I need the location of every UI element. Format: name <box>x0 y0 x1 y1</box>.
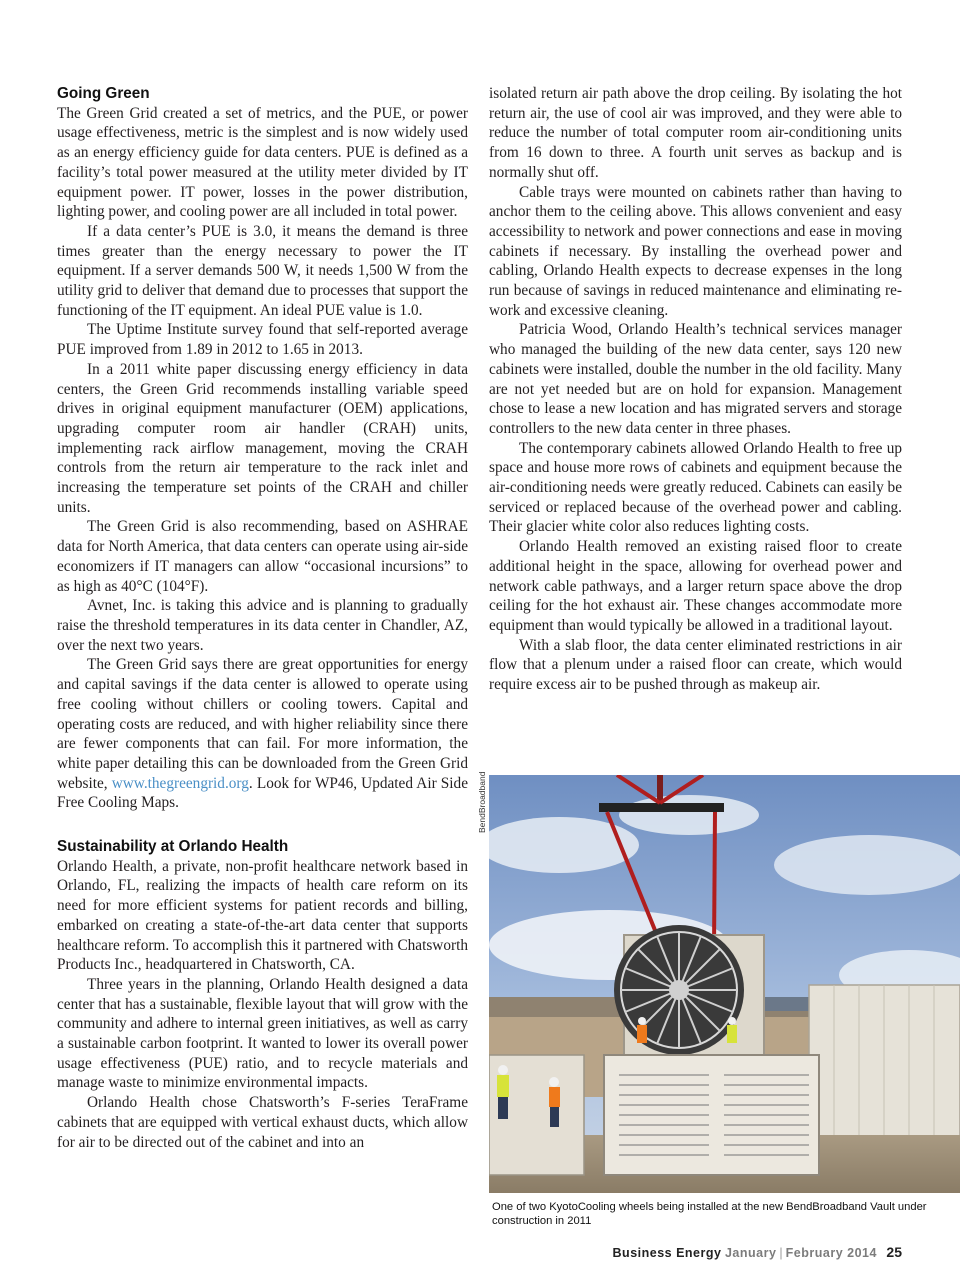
paragraph: The Green Grid is also recommending, based on ASHRAE data for North America, that data centers can operate using air-side economizers if IT managers can allow “occasional incursions” to as high as 40°C (104°F). <box>57 518 468 595</box>
section-spacer <box>57 813 468 837</box>
paragraph: Orlando Health removed an existing raised floor to create additional height in the space, allowing for overhead power and network cable pathways, and a larger return space above the drop ceiling for the hot exhaust air. These changes accommodate more equipment than would typically be allowed in a traditional layout. <box>489 538 902 634</box>
paragraph: Patricia Wood, Orlando Health’s technical services manager who managed the building of the new data center, says 120 new cabinets were installed, double the number in the old facility. Many are not yet needed but are on hold for expansion. Management chose to lease a new location and has migrated servers and storage controllers to the new data center in three phases. <box>489 321 902 437</box>
paragraph: Three years in the planning, Orlando Health designed a data center that has a sustainable, flexible layout that will grow with the community and adhere to internal green initiatives, as well as carry a sustainable carbon footprint. It wanted to lower its overall power usage effectiveness (PUE) ratio, and to recycle materials and manage waste to minimize environmental impacts. <box>57 975 468 1092</box>
issue-month-year: February 2014 <box>785 1246 877 1260</box>
paragraph: If a data center’s PUE is 3.0, it means the demand is three times greater than the energy necessary to power the IT equipment. If a server demands 500 W, it needs 1,500 W from the utility grid to deliver that demand due to processes that support the functioning of the IT equipment. An ideal PUE value is 1.0. <box>57 222 468 319</box>
paragraph-text: The Green Grid says there are great opportunities for energy and capital savings if the data center is allowed to operate using free cooling without chillers or cooling towers. Capital and operating costs are reduced, and with higher reliability since there are fewer components that can fail. For more information, the white paper detailing this can be downloaded from the Green Grid website, <box>57 656 468 792</box>
paragraph: Cable trays were mounted on cabinets rather than having to anchor them to the ceiling above. This allows convenient and easy accessibility to network and power connections and ease in moving cabinets if necessary. By installing the overhead power and cabling, Orlando Health expects to decrease expenses in the long run because of savings in reduced maintenance and eliminating re-work and excessive cleaning. <box>489 183 902 319</box>
page-number: 25 <box>886 1244 902 1260</box>
worker <box>727 1017 737 1043</box>
crane-strap <box>714 812 715 950</box>
cloud <box>774 835 960 895</box>
issue-month: January <box>724 1246 777 1260</box>
green-grid-link[interactable]: www.thegreengrid.org <box>111 774 249 792</box>
paragraph: The Uptime Institute survey found that self-reported average PUE improved from 1.89 in 2012 to 1.65 in 2013. <box>57 321 468 359</box>
paragraph: Orlando Health, a private, non-profit healthcare network based in Orlando, FL, realizing the impacts of health care reform on its need for more efficient systems for patient records and billing, embarked on creating a state-of-the-art data center that supports healthcare reform. To accomplish this it partnered with Chatsworth Products Inc., headquartered in Chatsworth, CA. <box>57 857 468 974</box>
paragraph: With a slab floor, the data center eliminated restrictions in air flow that a plenum under a raised floor can create, which would require excess air to be pushed through as makeup air. <box>489 636 902 694</box>
paragraph: In a 2011 white paper discussing energy efficiency in data centers, the Green Grid recommends installing variable speed drives in original equipment manufacturer (OEM) applications, upgrading computer room air handler (CRAH) units, implementing rack airflow management, moving the CRAH controls from the return air temperature to the rack inlet and increasing the temperature set points of the CRAH and chiller units. <box>57 360 468 516</box>
paragraph-with-link <box>57 655 468 813</box>
right-column <box>489 84 902 695</box>
page-footer <box>613 1244 902 1260</box>
footer-separator: | <box>779 1246 783 1260</box>
paragraph: isolated return air path above the drop ceiling. By isolating the hot return air, the use of cool air was improved, and they were able to reduce the number of total computer room air-conditioning units from 16 down to three. A fourth unit serves as backup and is normally shut off. <box>489 85 902 181</box>
worker <box>637 1017 647 1043</box>
photo-illustration <box>489 775 960 1193</box>
paragraph: Orlando Health chose Chatsworth’s F-series TeraFrame cabinets that are equipped with vertical exhaust ducts, which allow for air to be directed out of the cabinet and into an <box>57 1094 468 1151</box>
paragraph: The contemporary cabinets allowed Orlando Health to free up space and house more rows of cabinets and equipment because the air-conditioning needs were greatly reduced. Cabinets can easily be serviced or replaced because of the overhead power and cabling. Their glacier white color also reduces lighting costs. <box>489 439 902 536</box>
cloud <box>619 795 759 835</box>
photo-caption: One of two KyotoCooling wheels being installed at the new BendBroadband Vault under construction in 2011 <box>492 1201 927 1227</box>
paragraph: The Green Grid created a set of metrics, and the PUE, or power usage effectiveness, metric is the simplest and is now widely used as an energy efficiency guide for data centers. PUE is defined as a facility’s total power measured at the utility meter divided by IT equipment power. IT power, losses in the power distribution, lighting power, and cooling power are all included in total power. <box>57 104 468 221</box>
wheel-hub <box>669 980 689 1000</box>
crane-hook <box>657 775 663 803</box>
section-heading-orlando-health: Sustainability at Orlando Health <box>57 838 289 856</box>
left-column <box>57 84 468 1152</box>
section-heading-going-green: Going Green <box>57 85 150 102</box>
paragraph-text: . Look for WP46, Updated Air Side Free Cooling Maps. <box>57 774 468 812</box>
photo-credit: BendBroadband <box>477 771 487 833</box>
publication-name: Business Energy <box>612 1246 722 1260</box>
kyotocooling-wheel-photo <box>489 775 960 1193</box>
paragraph: Avnet, Inc. is taking this advice and is planning to gradually raise the threshold temperatures in its data center in Chandler, AZ, over the next two years. <box>57 597 468 654</box>
